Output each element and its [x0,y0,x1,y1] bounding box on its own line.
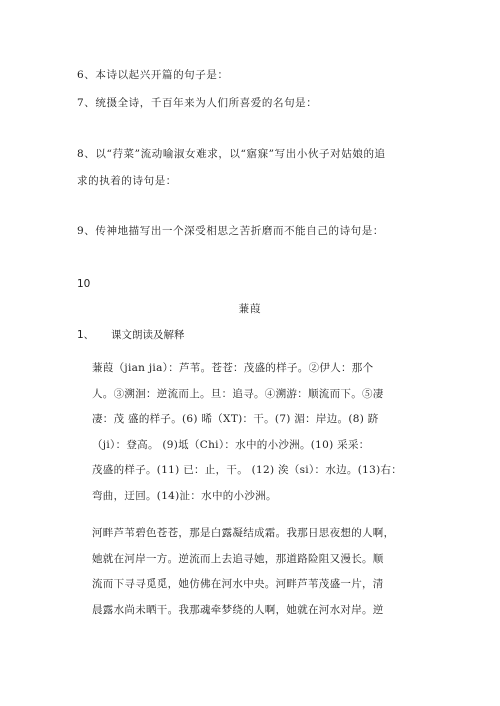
translation-line: 她就在河岸一方。逆流而上去追寻她，那道路险阻又漫长。顺 [92,552,384,565]
section-heading [77,327,185,342]
notes-line: 茂盛的样子。(11) 已：止，干。 (12) 涘（si）：水边。(13)右： [92,464,403,476]
section-number: 1、 [77,329,95,341]
translation-line: 晨露水尚未晒干。我那魂牵梦绕的人啊，她就在河水对岸。逆 [92,603,384,616]
question-8-continued: 求的执着的诗句是： [77,175,177,187]
poem-title: 蒹葭 [238,303,262,315]
notes-line: 人。③溯洄：逆流而上。旦：追寻。④溯游：顺流而下。⑤凄 [92,387,384,400]
notes-line: 凄：茂 盛的样子。(6) 晞（XT)：干。(7) 湄：岸边。(8) 跻 [92,413,379,425]
notes-line: （ji）：登高。 (9)坻（Chi）：水中的小沙洲。(10) 采采： [92,438,370,451]
translation-line: 流而下寻寻觅觅，她仿佛在河水中央。河畔芦苇茂盛一片，清 [92,578,384,590]
notes-line: 弯曲，迂回。(14)沚：水中的小沙洲。 [92,489,277,502]
notes-line: 蒹葭（jian jia）：芦苇。苍苍：茂盛的样子。②伊人：那个 [92,362,374,374]
translation-line: 河畔芦苇碧色苍苍，那是白露凝结成霜。我那日思夜想的人啊， [92,527,395,539]
translation-paragraph [92,521,452,623]
question-9: 9、传神地描写出一个深受相思之苦折磨而不能自己的诗句是： [77,225,384,237]
section-label: 课文朗读及解释 [111,329,185,341]
question-6: 6、本诗以起兴开篇的句子是： [77,69,229,81]
question-7: 7、统摄全诗，千百年来为人们所喜爱的名句是： [77,97,318,109]
notes-paragraph [92,356,452,509]
question-8: 8、以“荇菜”流动喻淑女难求，以“寤寐”写出小伙子对姑娘的追 [77,148,386,160]
item-number: 10 [77,278,91,290]
